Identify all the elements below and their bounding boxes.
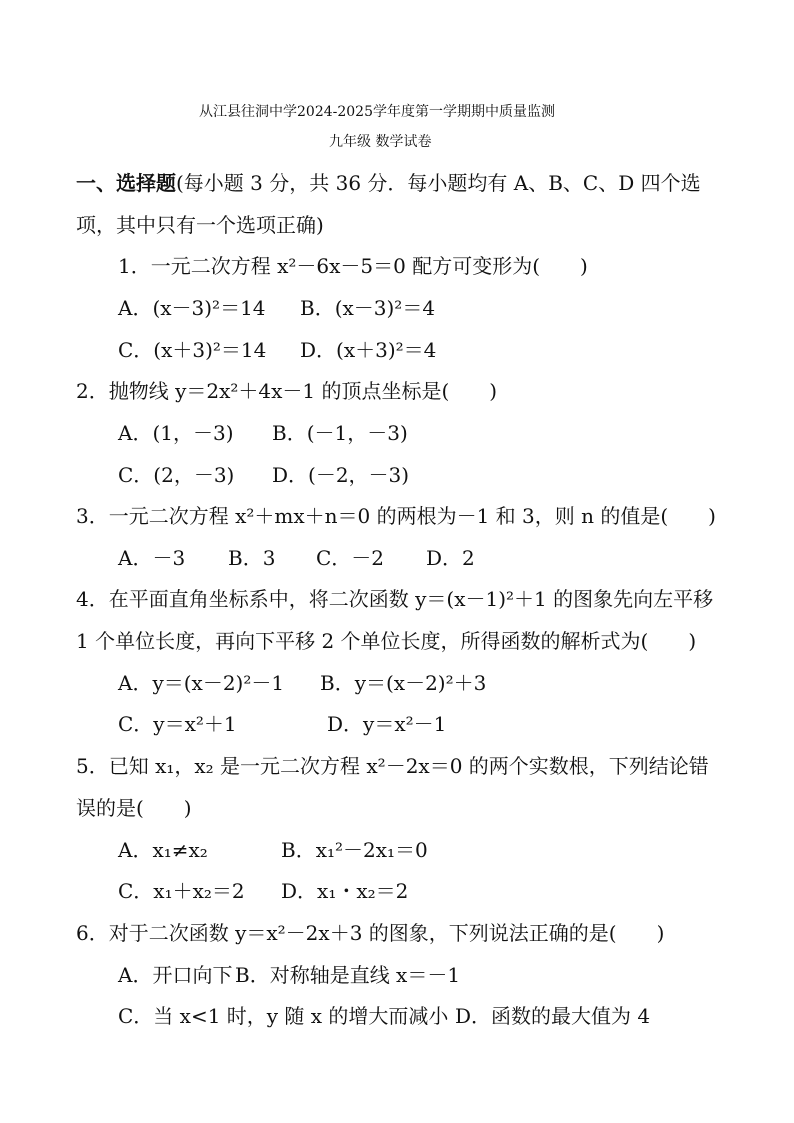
q6-option-b: B．对称轴是直线 x＝－1: [235, 963, 461, 987]
q3-option-c: C．－2: [316, 546, 385, 570]
q5-option-b: B．x₁²－2x₁＝0: [281, 838, 428, 862]
question-number: 6．: [76, 921, 109, 945]
q4-option-d: D．y＝x²－1: [327, 712, 447, 736]
section-title: 一、选择题: [76, 171, 176, 195]
section-description-line2: 项，其中只有一个选项正确): [76, 213, 324, 237]
q1-option-a: A．(x－3)²＝14: [118, 296, 266, 320]
question-number: 1．: [118, 254, 151, 278]
q2-option-d: D．(－2，－3): [272, 463, 410, 487]
q3-option-a: A．－3: [118, 546, 186, 570]
q2-option-b: B．(－1，－3): [272, 421, 408, 445]
question-text: 已知 x₁，x₂ 是一元二次方程 x²－2x＝0 的两个实数根，下列结论错: [108, 754, 709, 778]
q3-option-d: D．2: [426, 546, 475, 570]
question-5-stem-line2: 误的是( ): [76, 796, 192, 820]
question-number: 5．: [76, 754, 109, 778]
q5-option-c: C．x₁＋x₂＝2: [118, 879, 245, 903]
question-text: 抛物线 y＝2x²＋4x－1 的顶点坐标是( ): [108, 379, 498, 403]
q1-option-d: D．(x＋3)²＝4: [300, 338, 437, 362]
question-number: 3．: [76, 504, 109, 528]
page-subtitle: 九年级 数学试卷: [329, 134, 432, 150]
page-title: 从江县往洞中学2024-2025学年度第一学期期中质量监测: [199, 104, 555, 120]
q4-option-c: C．y＝x²＋1: [118, 712, 237, 736]
question-text: 对于二次函数 y＝x²－2x＋3 的图象，下列说法正确的是( ): [108, 921, 665, 945]
q2-option-c: C．(2，－3): [118, 463, 235, 487]
section-description: (每小题 3 分，共 36 分．每小题均有 A、B、C、D 四个选: [176, 171, 701, 195]
question-number: 2．: [76, 379, 109, 403]
q2-option-a: A．(1，－3): [118, 421, 234, 445]
q1-option-b: B．(x－3)²＝4: [300, 296, 436, 320]
section-1-heading: [76, 169, 701, 197]
question-5-stem-line1: [76, 752, 709, 780]
q6-option-a: A．开口向下: [118, 963, 233, 987]
q1-option-c: C．(x＋3)²＝14: [118, 338, 267, 362]
question-number: 4．: [76, 587, 109, 611]
q5-option-d: D．x₁・x₂＝2: [281, 879, 409, 903]
question-3-stem: [76, 502, 716, 530]
question-text: 一元二次方程 x²－6x－5＝0 配方可变形为( ): [150, 254, 588, 278]
q6-option-c: C．当 x<1 时，y 随 x 的增大而减小: [118, 1004, 449, 1028]
question-4-stem-line2: 1 个单位长度，再向下平移 2 个单位长度，所得函数的解析式为( ): [76, 629, 697, 653]
question-text: 在平面直角坐标系中，将二次函数 y＝(x－1)²＋1 的图象先向左平移: [108, 587, 714, 611]
q4-option-a: A．y＝(x－2)²－1: [118, 671, 285, 695]
question-6-stem: [76, 919, 664, 947]
q4-option-b: B．y＝(x－2)²＋3: [320, 671, 487, 695]
q6-option-d: D．函数的最大值为 4: [455, 1004, 651, 1028]
question-text: 一元二次方程 x²＋mx＋n＝0 的两根为－1 和 3，则 n 的值是( ): [108, 504, 716, 528]
question-1-stem: [118, 252, 588, 280]
question-4-stem-line1: [76, 585, 713, 613]
q5-option-a: A．x₁≠x₂: [118, 838, 208, 862]
q3-option-b: B．3: [228, 546, 276, 570]
question-2-stem: [76, 377, 497, 405]
